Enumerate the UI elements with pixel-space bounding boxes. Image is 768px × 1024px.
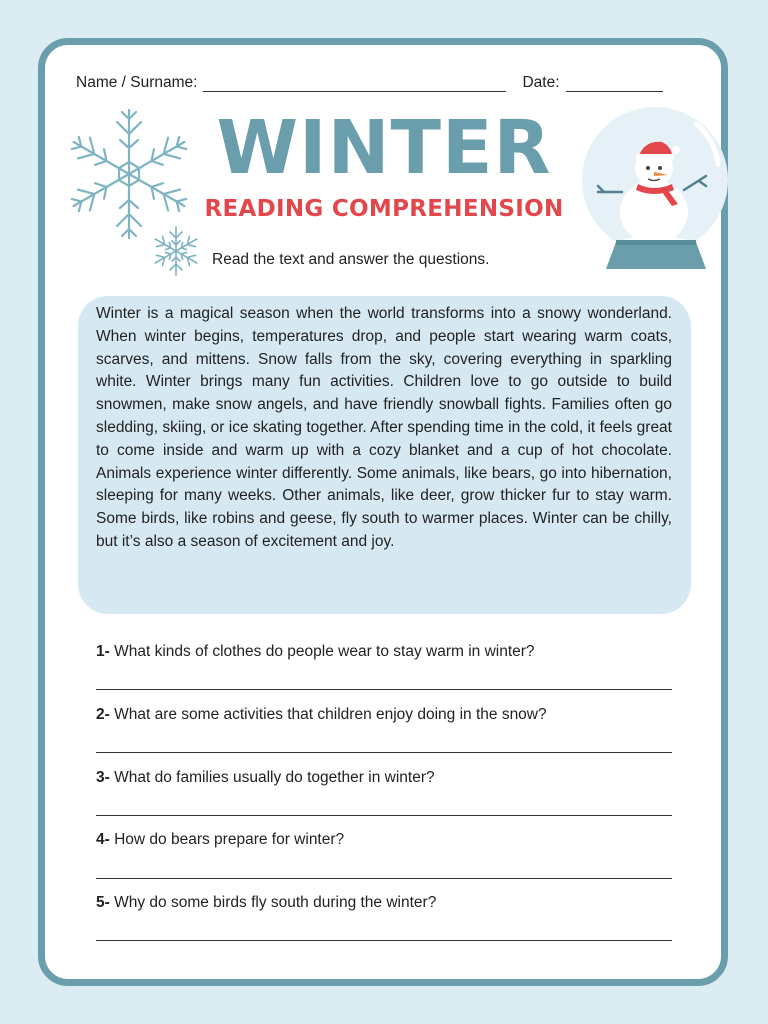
question-text: What are some activities that children enjoy doing in the snow? <box>114 706 547 723</box>
large-snowflake-icon <box>64 104 194 244</box>
question-number: 5- <box>96 894 110 911</box>
question-4 <box>96 831 676 849</box>
page-subtitle: READING COMPREHENSION <box>204 196 564 222</box>
instructions-text: Read the text and answer the questions. <box>212 251 490 268</box>
answer-line-1[interactable] <box>96 689 672 690</box>
page-title: WINTER <box>216 105 552 191</box>
answer-line-5[interactable] <box>96 940 672 941</box>
question-3 <box>96 769 676 787</box>
reading-passage-box <box>78 296 691 614</box>
question-text: How do bears prepare for winter? <box>114 831 345 848</box>
snowman-snow-globe-icon <box>578 104 738 274</box>
name-field[interactable] <box>203 73 506 92</box>
answer-line-4[interactable] <box>96 878 672 879</box>
question-text: What do families usually do together in winter? <box>114 769 435 786</box>
header-row <box>76 68 692 92</box>
reading-passage-text: Winter is a magical season when the world transforms into a snowy wonderland. When winter begins, temperatures drop, and people start wearing warm coats, scarves, and mittens. Snow falls from the sky, covering everything in sparkling white. Winter brings many fun activities. Children love to go outside to build snowmen, make snow angels, and have friendly snowball fights. Families often go sledding, skiing, or ice skating together. After spending time in the cold, it feels great to come inside and warm up with a cozy blanket and a cup of hot chocolate. Animals experience winter differently. Some animals, like bears, go into hibernation, sleeping for many weeks. Other animals, like deer, grow thicker fur to stay warm. Some birds, like robins and geese, fly south to warmer places. Winter can be chilly, but it’s also a season of excitement and joy. <box>96 305 672 550</box>
question-number: 4- <box>96 831 110 848</box>
question-number: 3- <box>96 769 110 786</box>
date-field[interactable] <box>566 73 663 92</box>
question-number: 1- <box>96 643 110 660</box>
answer-line-3[interactable] <box>96 815 672 816</box>
name-label: Name / Surname: <box>76 74 198 91</box>
question-5 <box>96 894 676 912</box>
question-2 <box>96 706 676 724</box>
date-label: Date: <box>522 74 560 91</box>
question-text: What kinds of clothes do people wear to stay warm in winter? <box>114 643 535 660</box>
question-text: Why do some birds fly south during the winter? <box>114 894 437 911</box>
answer-line-2[interactable] <box>96 752 672 753</box>
small-snowflake-icon <box>150 225 202 277</box>
question-1 <box>96 643 676 661</box>
question-number: 2- <box>96 706 110 723</box>
